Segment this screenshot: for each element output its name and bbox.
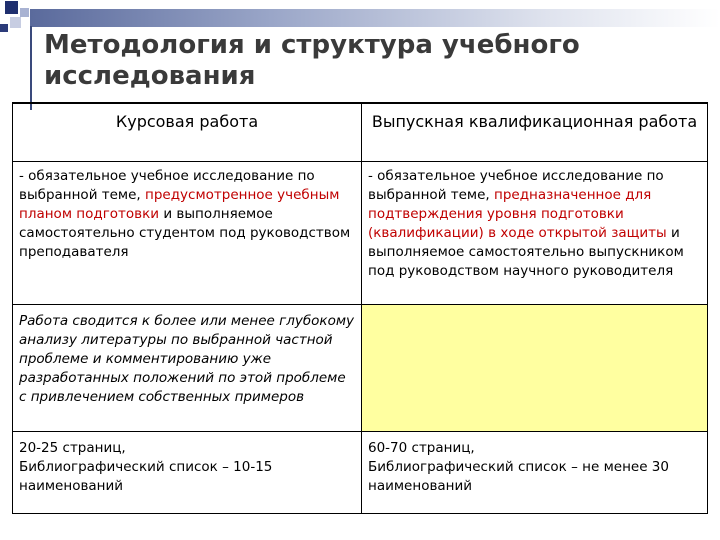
definition-thesis [362, 162, 708, 305]
definition-text: - обязательное учебное исследование по выбранной теме, [19, 168, 315, 203]
deco-square [0, 24, 8, 32]
volume-coursework [13, 432, 362, 514]
volume-row [13, 432, 708, 514]
definition-text: - обязательное учебное исследование по выбранной теме, [368, 168, 664, 203]
analysis-row [13, 305, 708, 432]
deco-square [5, 1, 18, 14]
header-thesis: Выпускная квалификационная работа [362, 103, 708, 162]
comparison-table [12, 102, 708, 514]
deco-square [10, 17, 21, 28]
header-bar [30, 9, 720, 27]
page-count: 20-25 страниц, [19, 440, 126, 456]
analysis-coursework: Работа сводится к более или менее глубокому анализу литературы по выбранной частной проблеме и комментированию уже разработанных положений по этой проблеме с привлечением собственных примеров [13, 305, 362, 432]
analysis-thesis-empty [362, 305, 708, 432]
definition-highlight: предназначенное для подтверждения уровня подготовки (квалификации) в ходе открытой защиты [368, 187, 667, 241]
volume-thesis [362, 432, 708, 514]
header-coursework: Курсовая работа [13, 103, 362, 162]
page-count: 60-70 страниц, [368, 440, 475, 456]
definition-coursework [13, 162, 362, 305]
definition-text: и выполняемое самостоятельно выпускником под руководством научного руководителя [368, 225, 684, 279]
bibliography-count: Библиографический список – 10-15 наименований [19, 459, 273, 494]
page-title: Методология и структура учебного исследования [44, 30, 580, 91]
definition-highlight: предусмотренное учебным планом подготовки [19, 187, 340, 222]
bibliography-count: Библиографический список – не менее 30 наименований [368, 459, 669, 494]
title-rule [30, 26, 32, 110]
definition-text: и выполняемое самостоятельно студентом под руководством преподавателя [19, 206, 351, 260]
table-header-row [13, 103, 708, 162]
definition-row [13, 162, 708, 305]
deco-square [20, 8, 29, 17]
